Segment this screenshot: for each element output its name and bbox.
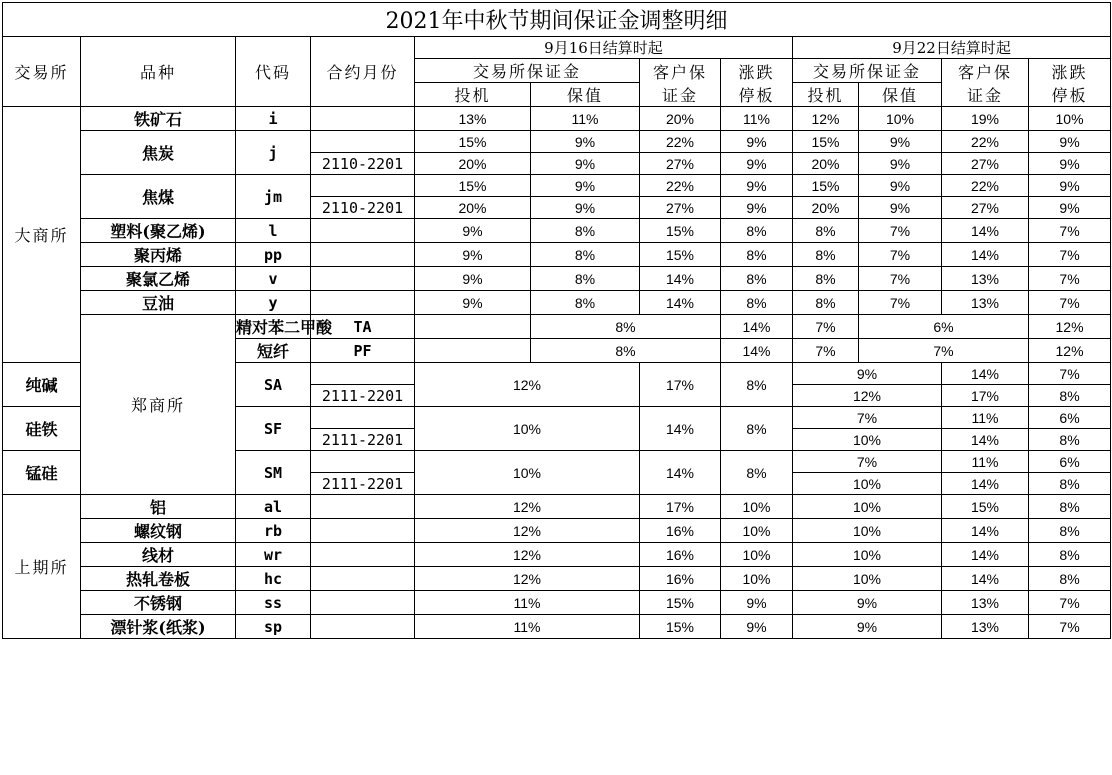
contract-month <box>311 219 415 243</box>
header-client-margin: 客户保 证金 <box>942 59 1029 107</box>
value-cell: 7% <box>859 243 942 267</box>
table-row <box>3 107 1111 131</box>
value-cell: 9% <box>859 197 942 219</box>
value-cell: 14% <box>640 267 721 291</box>
value-cell: 8% <box>1029 519 1111 543</box>
product-code: SM <box>236 451 311 495</box>
value-cell: 14% <box>942 543 1029 567</box>
value-cell: 8% <box>1029 429 1111 451</box>
value-cell: 6% <box>1029 407 1111 429</box>
value-cell: 9% <box>1029 197 1111 219</box>
product-code: l <box>236 219 311 243</box>
header-speculation: 投机 <box>793 83 859 107</box>
product-name: 短纤 <box>236 339 311 363</box>
product-code: j <box>236 131 311 175</box>
header-period-2: 9月22日结算时起 <box>793 37 1111 59</box>
product-name: 铁矿石 <box>81 107 236 131</box>
value-cell: 8% <box>1029 473 1111 495</box>
table-row <box>3 315 1111 339</box>
value-cell: 20% <box>793 197 859 219</box>
value-cell: 16% <box>640 543 721 567</box>
header-speculation: 投机 <box>415 83 531 107</box>
value-cell: 12% <box>1029 339 1111 363</box>
value-cell: 9% <box>793 591 942 615</box>
exchange-dce: 大商所 <box>3 107 81 363</box>
product-code: SA <box>236 363 311 407</box>
table-row <box>3 591 1111 615</box>
value-cell: 15% <box>415 175 531 197</box>
value-cell: 15% <box>640 591 721 615</box>
header-client-margin: 客户保 证金 <box>640 59 721 107</box>
value-cell: 7% <box>859 267 942 291</box>
value-cell: 11% <box>721 107 793 131</box>
table-row <box>3 243 1111 267</box>
value-cell: 10% <box>793 519 942 543</box>
table-row <box>3 175 1111 197</box>
product-code: ss <box>236 591 311 615</box>
value-cell: 8% <box>793 219 859 243</box>
value-cell: 8% <box>793 291 859 315</box>
contract-month <box>311 131 415 153</box>
value-cell: 10% <box>721 543 793 567</box>
contract-month <box>311 175 415 197</box>
value-cell: 9% <box>415 267 531 291</box>
value-cell: 10% <box>793 567 942 591</box>
value-cell: 9% <box>1029 131 1111 153</box>
value-cell: 8% <box>1029 543 1111 567</box>
value-cell: 7% <box>793 451 942 473</box>
value-cell: 10% <box>793 543 942 567</box>
contract-month <box>415 315 531 339</box>
value-cell: 14% <box>640 407 721 451</box>
value-cell: 6% <box>1029 451 1111 473</box>
value-cell: 8% <box>1029 495 1111 519</box>
contract-month <box>311 519 415 543</box>
value-cell: 17% <box>640 495 721 519</box>
header-hedge: 保值 <box>531 83 640 107</box>
value-cell: 9% <box>415 243 531 267</box>
value-cell: 8% <box>721 451 793 495</box>
table-row <box>3 267 1111 291</box>
value-cell: 7% <box>1029 615 1111 639</box>
value-cell: 16% <box>640 567 721 591</box>
value-cell: 27% <box>942 197 1029 219</box>
value-cell: 8% <box>721 407 793 451</box>
value-cell: 9% <box>859 153 942 175</box>
value-cell: 22% <box>640 131 721 153</box>
value-cell: 20% <box>640 107 721 131</box>
value-cell: 7% <box>1029 363 1111 385</box>
value-cell: 14% <box>640 451 721 495</box>
value-cell: 8% <box>721 243 793 267</box>
header-contract-month: 合约月份 <box>311 37 415 107</box>
value-cell: 14% <box>942 473 1029 495</box>
value-cell: 9% <box>721 197 793 219</box>
value-cell: 10% <box>793 473 942 495</box>
table-row <box>3 219 1111 243</box>
value-cell: 8% <box>531 243 640 267</box>
value-cell: 10% <box>415 407 640 451</box>
value-cell: 9% <box>531 197 640 219</box>
product-code: hc <box>236 567 311 591</box>
value-cell: 9% <box>793 615 942 639</box>
value-cell: 10% <box>1029 107 1111 131</box>
value-cell: 13% <box>942 267 1029 291</box>
value-cell: 8% <box>531 339 721 363</box>
value-cell: 6% <box>859 315 1029 339</box>
value-cell: 12% <box>415 495 640 519</box>
value-cell: 7% <box>1029 591 1111 615</box>
value-cell: 12% <box>415 519 640 543</box>
product-code: SF <box>236 407 311 451</box>
value-cell: 9% <box>721 175 793 197</box>
value-cell: 8% <box>1029 567 1111 591</box>
value-cell: 11% <box>531 107 640 131</box>
value-cell: 19% <box>942 107 1029 131</box>
product-name: 铝 <box>81 495 236 519</box>
value-cell: 7% <box>1029 267 1111 291</box>
value-cell: 13% <box>942 291 1029 315</box>
value-cell: 8% <box>721 267 793 291</box>
contract-month <box>311 407 415 429</box>
contract-month: 2111-2201 <box>311 429 415 451</box>
value-cell: 9% <box>415 291 531 315</box>
value-cell: 7% <box>859 291 942 315</box>
value-cell: 9% <box>531 131 640 153</box>
value-cell: 20% <box>793 153 859 175</box>
value-cell: 10% <box>793 429 942 451</box>
product-code: v <box>236 267 311 291</box>
value-cell: 15% <box>793 175 859 197</box>
contract-month <box>311 451 415 473</box>
value-cell: 9% <box>721 591 793 615</box>
value-cell: 17% <box>942 385 1029 407</box>
contract-month <box>311 615 415 639</box>
value-cell: 10% <box>415 451 640 495</box>
header-product: 品种 <box>81 37 236 107</box>
table-row <box>3 291 1111 315</box>
value-cell: 9% <box>721 615 793 639</box>
value-cell: 14% <box>942 429 1029 451</box>
contract-month <box>311 243 415 267</box>
product-name: 塑料(聚乙烯) <box>81 219 236 243</box>
value-cell: 14% <box>942 519 1029 543</box>
page-title: 2021年中秋节期间保证金调整明细 <box>3 3 1111 37</box>
value-cell: 8% <box>531 219 640 243</box>
header-exchange-margin: 交易所保证金 <box>793 59 942 83</box>
value-cell: 12% <box>415 363 640 407</box>
product-code: y <box>236 291 311 315</box>
value-cell: 22% <box>942 175 1029 197</box>
contract-month <box>415 339 531 363</box>
value-cell: 9% <box>859 175 942 197</box>
value-cell: 20% <box>415 197 531 219</box>
value-cell: 14% <box>721 339 793 363</box>
value-cell: 14% <box>942 243 1029 267</box>
product-name: 纯碱 <box>3 363 81 407</box>
value-cell: 22% <box>640 175 721 197</box>
product-code: wr <box>236 543 311 567</box>
value-cell: 11% <box>942 407 1029 429</box>
value-cell: 8% <box>531 315 721 339</box>
table-row <box>3 131 1111 153</box>
product-name: 热轧卷板 <box>81 567 236 591</box>
value-cell: 12% <box>1029 315 1111 339</box>
value-cell: 16% <box>640 519 721 543</box>
value-cell: 9% <box>1029 153 1111 175</box>
product-code: al <box>236 495 311 519</box>
product-name: 螺纹钢 <box>81 519 236 543</box>
product-name: 焦炭 <box>81 131 236 175</box>
value-cell: 10% <box>721 519 793 543</box>
product-name: 硅铁 <box>3 407 81 451</box>
value-cell: 7% <box>793 407 942 429</box>
value-cell: 7% <box>793 315 859 339</box>
value-cell: 10% <box>859 107 942 131</box>
value-cell: 10% <box>721 495 793 519</box>
header-period-1: 9月16日结算时起 <box>415 37 793 59</box>
product-name: 焦煤 <box>81 175 236 219</box>
contract-month: 2111-2201 <box>311 385 415 407</box>
value-cell: 12% <box>793 385 942 407</box>
value-cell: 10% <box>721 567 793 591</box>
table-row <box>3 519 1111 543</box>
value-cell: 15% <box>640 219 721 243</box>
product-name: 豆油 <box>81 291 236 315</box>
value-cell: 27% <box>640 153 721 175</box>
value-cell: 8% <box>721 219 793 243</box>
product-name: 锰硅 <box>3 451 81 495</box>
contract-month <box>311 363 415 385</box>
value-cell: 15% <box>640 615 721 639</box>
value-cell: 7% <box>859 219 942 243</box>
value-cell: 11% <box>942 451 1029 473</box>
header-hedge: 保值 <box>859 83 942 107</box>
margin-adjustment-table <box>2 2 1111 639</box>
value-cell: 27% <box>942 153 1029 175</box>
value-cell: 15% <box>640 243 721 267</box>
value-cell: 7% <box>1029 243 1111 267</box>
value-cell: 15% <box>793 131 859 153</box>
value-cell: 9% <box>721 131 793 153</box>
value-cell: 15% <box>415 131 531 153</box>
value-cell: 8% <box>793 243 859 267</box>
contract-month <box>311 567 415 591</box>
contract-month <box>311 267 415 291</box>
product-code: sp <box>236 615 311 639</box>
value-cell: 17% <box>640 363 721 407</box>
value-cell: 14% <box>942 219 1029 243</box>
product-name: 聚氯乙烯 <box>81 267 236 291</box>
product-code: jm <box>236 175 311 219</box>
value-cell: 12% <box>793 107 859 131</box>
value-cell: 14% <box>942 567 1029 591</box>
table-row <box>3 495 1111 519</box>
table-row <box>3 567 1111 591</box>
value-cell: 13% <box>942 591 1029 615</box>
value-cell: 9% <box>415 219 531 243</box>
value-cell: 27% <box>640 197 721 219</box>
table-row <box>3 615 1111 639</box>
value-cell: 14% <box>640 291 721 315</box>
contract-month <box>311 107 415 131</box>
product-name: 不锈钢 <box>81 591 236 615</box>
product-name: 漂针浆(纸浆) <box>81 615 236 639</box>
value-cell: 9% <box>531 175 640 197</box>
exchange-shfe: 上期所 <box>3 495 81 639</box>
value-cell: 7% <box>859 339 1029 363</box>
header-price-limit: 涨跌 停板 <box>1029 59 1111 107</box>
value-cell: 8% <box>531 267 640 291</box>
header-code: 代码 <box>236 37 311 107</box>
product-name: 聚丙烯 <box>81 243 236 267</box>
value-cell: 8% <box>793 267 859 291</box>
value-cell: 15% <box>942 495 1029 519</box>
header-price-limit: 涨跌 停板 <box>721 59 793 107</box>
contract-month: 2111-2201 <box>311 473 415 495</box>
value-cell: 8% <box>1029 385 1111 407</box>
value-cell: 14% <box>721 315 793 339</box>
contract-month <box>311 591 415 615</box>
value-cell: 9% <box>721 153 793 175</box>
header-exchange: 交易所 <box>3 37 81 107</box>
contract-month: 2110-2201 <box>311 197 415 219</box>
value-cell: 11% <box>415 591 640 615</box>
value-cell: 10% <box>793 495 942 519</box>
value-cell: 8% <box>721 291 793 315</box>
value-cell: 12% <box>415 567 640 591</box>
product-name: 线材 <box>81 543 236 567</box>
value-cell: 12% <box>415 543 640 567</box>
product-code: pp <box>236 243 311 267</box>
value-cell: 7% <box>1029 219 1111 243</box>
value-cell: 11% <box>415 615 640 639</box>
value-cell: 13% <box>415 107 531 131</box>
value-cell: 9% <box>793 363 942 385</box>
contract-month: 2110-2201 <box>311 153 415 175</box>
exchange-czce: 郑商所 <box>81 315 236 495</box>
product-code: rb <box>236 519 311 543</box>
value-cell: 14% <box>942 363 1029 385</box>
value-cell: 13% <box>942 615 1029 639</box>
product-code: PF <box>311 339 415 363</box>
product-code: TA <box>311 315 415 339</box>
value-cell: 8% <box>721 363 793 407</box>
header-exchange-margin: 交易所保证金 <box>415 59 640 83</box>
value-cell: 9% <box>1029 175 1111 197</box>
value-cell: 20% <box>415 153 531 175</box>
value-cell: 7% <box>1029 291 1111 315</box>
table-row <box>3 543 1111 567</box>
product-name: 精对苯二甲酸 <box>236 315 311 339</box>
value-cell: 9% <box>859 131 942 153</box>
value-cell: 22% <box>942 131 1029 153</box>
value-cell: 8% <box>531 291 640 315</box>
contract-month <box>311 543 415 567</box>
value-cell: 7% <box>793 339 859 363</box>
value-cell: 9% <box>531 153 640 175</box>
product-code: i <box>236 107 311 131</box>
contract-month <box>311 291 415 315</box>
contract-month <box>311 495 415 519</box>
